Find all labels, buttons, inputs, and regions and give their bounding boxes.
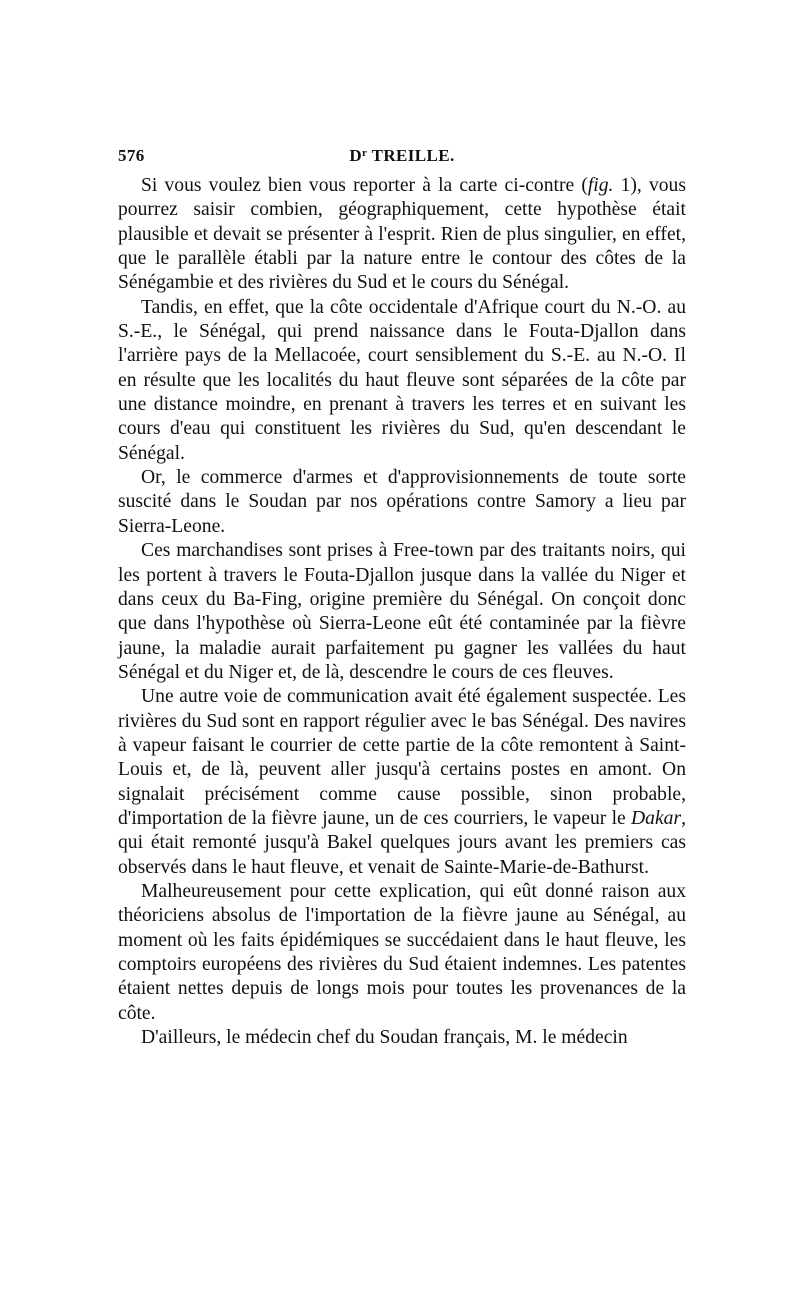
paragraph-text: 1), vous pourrez saisir combien, géographiquement, cette hypothèse était plausible et devait se présenter à l'esprit. Rien de plus singulier, en effet, que le parallèle établi par la nature entre le contour des côtes de la Sénégambie et des rivières du Sud et le cours du Sénégal.: [118, 175, 686, 294]
figure-reference: fig.: [587, 175, 614, 196]
paragraph: Or, le commerce d'armes et d'approvisionnements de toute sorte suscité dans le Soudan par nos opérations contre Samory a lieu par Sierra-Leone.: [118, 467, 686, 537]
paragraph-text: Si vous voulez bien vous reporter à la carte ci-contre (: [141, 175, 588, 196]
author-title-sup: r: [362, 147, 368, 159]
author-prefix: D: [349, 146, 362, 165]
ship-name: Dakar: [631, 807, 682, 829]
paragraph: Ces marchandises sont prises à Free-town par des traitants noirs, qui les portent à travers le Fouta-Djallon jusque dans la vallée du Niger et dans ceux du Ba-Fing, origine première du Sénégal. On conçoit donc que dans l'hypothèse où Sierra-Leone eût été contaminée par la fièvre jaune, la maladie aurait parfaitement pu gagner les vallées du haut Sénégal et du Niger et, de là, descendre le cours de ces fleuves.: [118, 540, 686, 683]
paragraph-text: , qui était remonté jusqu'à Bakel quelques jours avant les premiers cas observés dans le haut fleuve, et venait de Sainte-Marie-de-Bathurst.: [118, 807, 686, 878]
paragraph-text: Une autre voie de communication avait été également suspectée. Les rivières du Sud sont en rapport régulier avec le bas Sénégal. Des navires à vapeur faisant le courrier de cette partie de la côte remontent à Saint-Louis et, de là, peuvent aller jusqu'à certains postes en amont. On signalait précisément comme cause possible, sinon probable, d'importation de la fièvre jaune, un de ces courriers, le vapeur le: [118, 686, 686, 829]
author-name: TREILLE.: [367, 146, 455, 165]
page-number: 576: [118, 146, 145, 165]
paragraph: [118, 685, 686, 880]
running-head: [118, 146, 686, 166]
paragraph: Tandis, en effet, que la côte occidentale d'Afrique court du N.-O. au S.-E., le Sénégal, qui prend naissance dans le Fouta-Djallon dans l'arrière pays de la Mellacoée, court sensiblement du S.-E. au N.-O. Il en résulte que les localités du haut fleuve sont séparées de la côte par une distance moindre, en prenant à travers les terres et en suivant les cours d'eau qui constituent les rivières du Sud, qu'en descendant le Sénégal.: [118, 296, 686, 464]
page-header: [118, 146, 686, 168]
paragraph: [118, 174, 686, 296]
body-text: [118, 174, 686, 1050]
paragraph: Malheureusement pour cette explication, qui eût donné raison aux théoriciens absolus de l'importation de la fièvre jaune au Sénégal, au moment où les faits épidémiques se succédaient dans le haut fleuve, les comptoirs européens des rivières du Sud étaient indemnes. Les patentes étaient nettes depuis de longs mois pour toutes les provenances de la côte.: [118, 880, 686, 1024]
paragraph: D'ailleurs, le médecin chef du Soudan français, M. le médecin: [141, 1027, 628, 1049]
